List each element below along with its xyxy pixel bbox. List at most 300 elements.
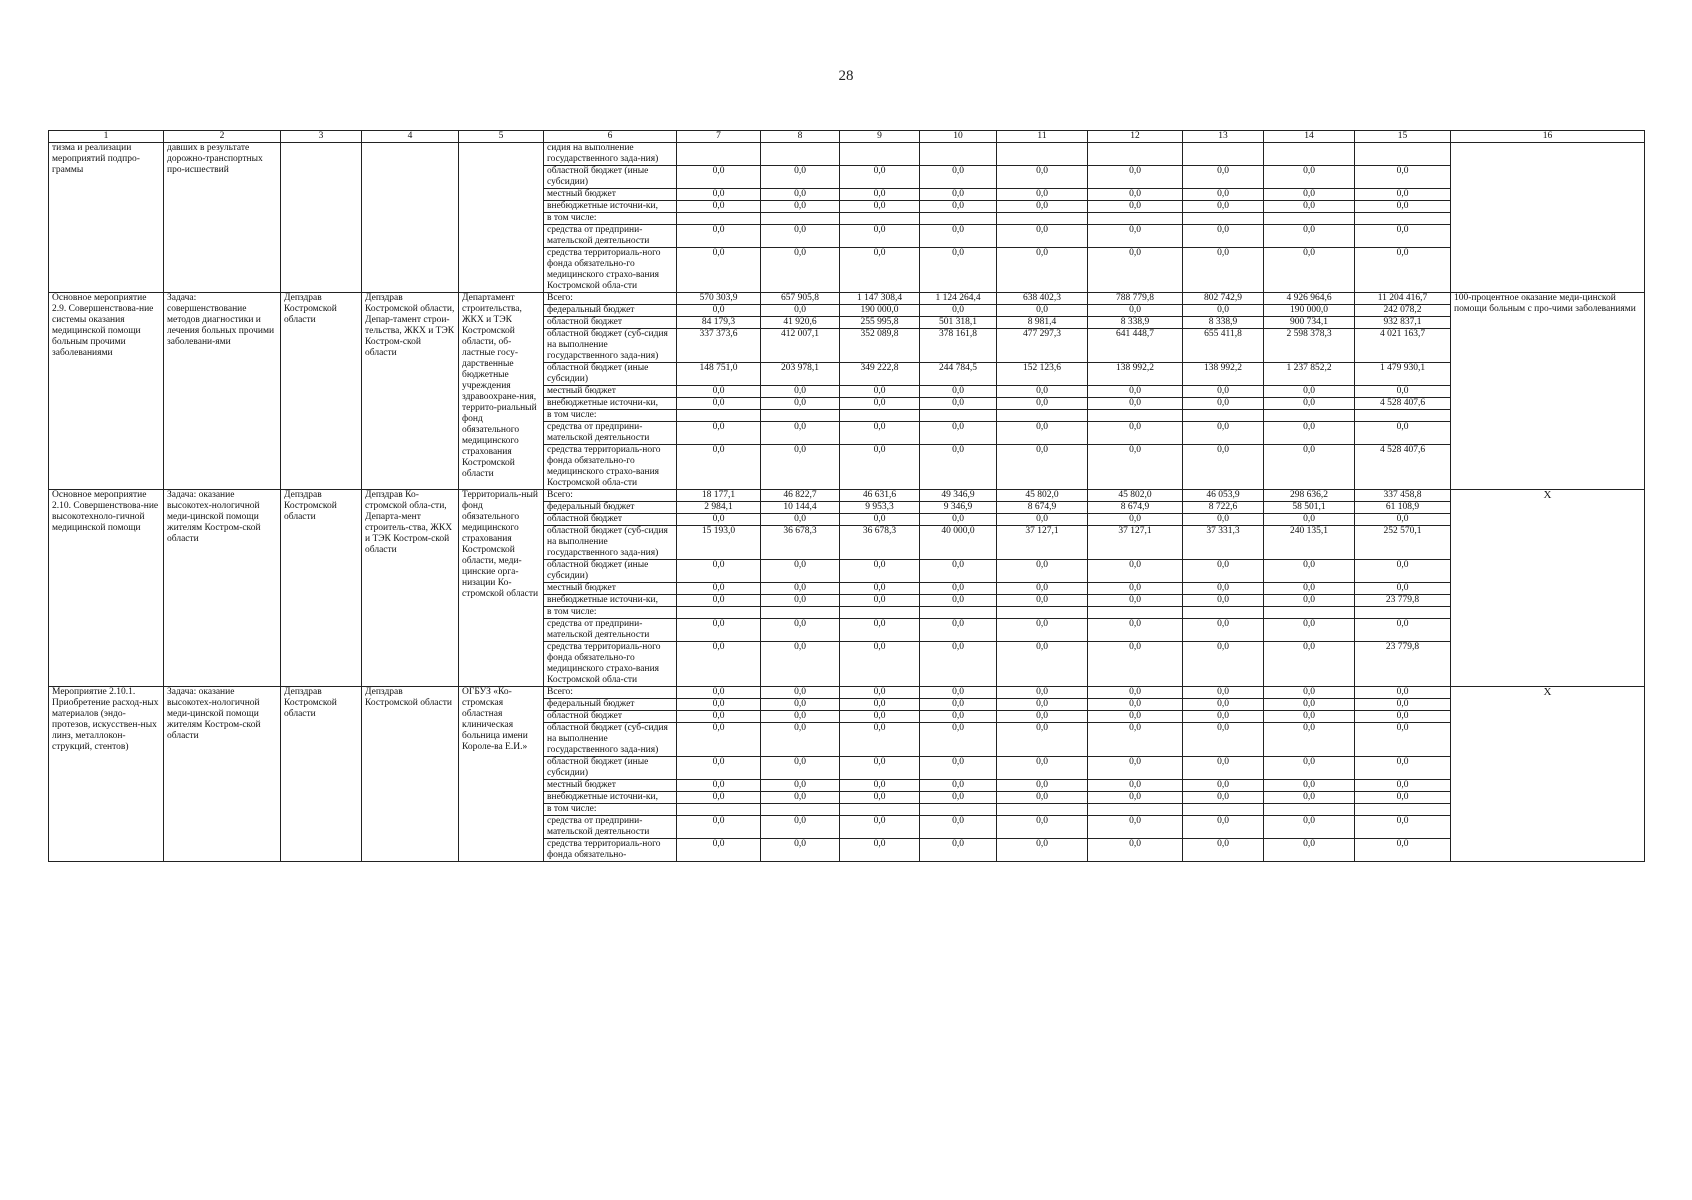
amount-cell-col-13: 0,0 xyxy=(1183,595,1264,607)
amount-cell-col-15: 0,0 xyxy=(1355,514,1451,526)
amount-cell-col-7: 0,0 xyxy=(677,642,761,687)
group-cell-col-1: Основное мероприятие 2.10. Совершенствова-ние высокотехноло-гичной медицинской помощи xyxy=(49,490,164,687)
amount-cell-col-8: 203 978,1 xyxy=(761,363,840,386)
amount-cell-col-12: 0,0 xyxy=(1088,166,1183,189)
funding-source-cell: областной бюджет (иные субсидии) xyxy=(544,560,677,583)
amount-cell-col-14: 0,0 xyxy=(1264,687,1355,699)
amount-cell-col-9 xyxy=(840,607,920,619)
amount-cell-col-9: 0,0 xyxy=(840,225,920,248)
amount-cell-col-13 xyxy=(1183,410,1264,422)
amount-cell-col-15: 0,0 xyxy=(1355,248,1451,293)
amount-cell-col-9: 0,0 xyxy=(840,248,920,293)
amount-cell-col-15: 4 528 407,6 xyxy=(1355,445,1451,490)
amount-cell-col-14 xyxy=(1264,607,1355,619)
amount-cell-col-12: 0,0 xyxy=(1088,839,1183,862)
amount-cell-col-12: 0,0 xyxy=(1088,445,1183,490)
amount-cell-col-10: 0,0 xyxy=(920,225,997,248)
group-cell-col-3: Депздрав Костромской области xyxy=(281,687,362,862)
amount-cell-col-9: 0,0 xyxy=(840,583,920,595)
amount-cell-col-12: 0,0 xyxy=(1088,642,1183,687)
amount-cell-col-10: 40 000,0 xyxy=(920,526,997,560)
group-cell-col-2: Задача: оказание высокотех-нологичной меди-цинской помощи жителям Костром-ской области xyxy=(164,687,281,862)
amount-cell-col-13 xyxy=(1183,607,1264,619)
amount-cell-col-15: 0,0 xyxy=(1355,166,1451,189)
amount-cell-col-13: 0,0 xyxy=(1183,619,1264,642)
amount-cell-col-11 xyxy=(997,607,1088,619)
amount-cell-col-11: 0,0 xyxy=(997,711,1088,723)
amount-cell-col-10: 0,0 xyxy=(920,699,997,711)
amount-cell-col-7: 0,0 xyxy=(677,514,761,526)
amount-cell-col-12: 0,0 xyxy=(1088,757,1183,780)
funding-source-cell: средства территориаль-ного фонда обязательно-го медицинского страхо-вания Костромской обла-сти xyxy=(544,445,677,490)
amount-cell-col-11: 0,0 xyxy=(997,189,1088,201)
table-row xyxy=(49,293,1645,305)
col-header-5: 5 xyxy=(459,131,544,143)
group-cell-col-3 xyxy=(281,143,362,293)
amount-cell-col-13: 0,0 xyxy=(1183,166,1264,189)
amount-cell-col-9: 0,0 xyxy=(840,398,920,410)
amount-cell-col-10: 0,0 xyxy=(920,780,997,792)
amount-cell-col-10: 378 161,8 xyxy=(920,329,997,363)
amount-cell-col-13: 0,0 xyxy=(1183,699,1264,711)
funding-source-cell: Всего: xyxy=(544,490,677,502)
amount-cell-col-15: 242 078,2 xyxy=(1355,305,1451,317)
column-number-row xyxy=(49,131,1645,143)
funding-source-cell: федеральный бюджет xyxy=(544,305,677,317)
amount-cell-col-14: 0,0 xyxy=(1264,514,1355,526)
amount-cell-col-8: 0,0 xyxy=(761,699,840,711)
amount-cell-col-9: 255 995,8 xyxy=(840,317,920,329)
amount-cell-col-13 xyxy=(1183,213,1264,225)
amount-cell-col-13: 0,0 xyxy=(1183,248,1264,293)
amount-cell-col-8: 0,0 xyxy=(761,445,840,490)
amount-cell-col-13: 0,0 xyxy=(1183,422,1264,445)
amount-cell-col-13: 0,0 xyxy=(1183,723,1264,757)
amount-cell-col-8: 10 144,4 xyxy=(761,502,840,514)
amount-cell-col-10: 0,0 xyxy=(920,619,997,642)
col-header-1: 1 xyxy=(49,131,164,143)
funding-source-cell: местный бюджет xyxy=(544,583,677,595)
amount-cell-col-9: 46 631,6 xyxy=(840,490,920,502)
group-cell-col-5 xyxy=(459,143,544,293)
amount-cell-col-11: 0,0 xyxy=(997,595,1088,607)
amount-cell-col-13: 0,0 xyxy=(1183,792,1264,804)
funding-source-cell: в том числе: xyxy=(544,410,677,422)
amount-cell-col-12: 0,0 xyxy=(1088,560,1183,583)
amount-cell-col-10: 0,0 xyxy=(920,711,997,723)
amount-cell-col-8: 657 905,8 xyxy=(761,293,840,305)
amount-cell-col-9: 0,0 xyxy=(840,201,920,213)
amount-cell-col-14: 0,0 xyxy=(1264,166,1355,189)
amount-cell-col-13: 0,0 xyxy=(1183,189,1264,201)
amount-cell-col-15: 4 021 163,7 xyxy=(1355,329,1451,363)
amount-cell-col-14: 0,0 xyxy=(1264,201,1355,213)
amount-cell-col-12: 8 674,9 xyxy=(1088,502,1183,514)
amount-cell-col-15: 0,0 xyxy=(1355,560,1451,583)
group-cell-col-1: тизма и реализации мероприятий подпро-граммы xyxy=(49,143,164,293)
amount-cell-col-7 xyxy=(677,607,761,619)
amount-cell-col-11: 0,0 xyxy=(997,816,1088,839)
table-row xyxy=(49,143,1645,166)
amount-cell-col-15: 23 779,8 xyxy=(1355,642,1451,687)
funding-source-cell: местный бюджет xyxy=(544,386,677,398)
amount-cell-col-13: 0,0 xyxy=(1183,514,1264,526)
amount-cell-col-10: 0,0 xyxy=(920,583,997,595)
amount-cell-col-11: 37 127,1 xyxy=(997,526,1088,560)
amount-cell-col-15: 0,0 xyxy=(1355,757,1451,780)
amount-cell-col-11: 0,0 xyxy=(997,248,1088,293)
amount-cell-col-7: 2 984,1 xyxy=(677,502,761,514)
amount-cell-col-9: 9 953,3 xyxy=(840,502,920,514)
amount-cell-col-15 xyxy=(1355,410,1451,422)
amount-cell-col-14: 1 237 852,2 xyxy=(1264,363,1355,386)
amount-cell-col-14: 190 000,0 xyxy=(1264,305,1355,317)
amount-cell-col-8 xyxy=(761,213,840,225)
funding-source-cell: областной бюджет (суб-сидия на выполнение государственного зада-ния) xyxy=(544,329,677,363)
amount-cell-col-13: 0,0 xyxy=(1183,687,1264,699)
amount-cell-col-12: 0,0 xyxy=(1088,816,1183,839)
amount-cell-col-11: 0,0 xyxy=(997,699,1088,711)
amount-cell-col-14: 0,0 xyxy=(1264,699,1355,711)
amount-cell-col-11: 477 297,3 xyxy=(997,329,1088,363)
amount-cell-col-7: 18 177,1 xyxy=(677,490,761,502)
amount-cell-col-7: 570 303,9 xyxy=(677,293,761,305)
col-header-7: 7 xyxy=(677,131,761,143)
amount-cell-col-15: 0,0 xyxy=(1355,780,1451,792)
funding-source-cell: Всего: xyxy=(544,687,677,699)
amount-cell-col-11: 0,0 xyxy=(997,687,1088,699)
amount-cell-col-7: 0,0 xyxy=(677,305,761,317)
funding-source-cell: Всего: xyxy=(544,293,677,305)
table-body xyxy=(49,143,1645,862)
amount-cell-col-9: 0,0 xyxy=(840,723,920,757)
amount-cell-col-7: 0,0 xyxy=(677,723,761,757)
amount-cell-col-13: 0,0 xyxy=(1183,583,1264,595)
col-header-8: 8 xyxy=(761,131,840,143)
amount-cell-col-15 xyxy=(1355,143,1451,166)
amount-cell-col-13: 0,0 xyxy=(1183,560,1264,583)
amount-cell-col-13: 0,0 xyxy=(1183,642,1264,687)
amount-cell-col-13: 802 742,9 xyxy=(1183,293,1264,305)
funding-source-cell: средства от предприни-мательской деятельности xyxy=(544,619,677,642)
funding-source-cell: областной бюджет (иные субсидии) xyxy=(544,166,677,189)
amount-cell-col-14: 0,0 xyxy=(1264,386,1355,398)
amount-cell-col-8: 36 678,3 xyxy=(761,526,840,560)
amount-cell-col-8 xyxy=(761,410,840,422)
amount-cell-col-13: 655 411,8 xyxy=(1183,329,1264,363)
amount-cell-col-10: 0,0 xyxy=(920,839,997,862)
table-row xyxy=(49,490,1645,502)
amount-cell-col-11: 638 402,3 xyxy=(997,293,1088,305)
amount-cell-col-9: 0,0 xyxy=(840,166,920,189)
funding-source-cell: областной бюджет (иные субсидии) xyxy=(544,363,677,386)
amount-cell-col-9: 0,0 xyxy=(840,757,920,780)
amount-cell-col-10 xyxy=(920,607,997,619)
amount-cell-col-9: 190 000,0 xyxy=(840,305,920,317)
amount-cell-col-8: 0,0 xyxy=(761,422,840,445)
amount-cell-col-10: 0,0 xyxy=(920,723,997,757)
amount-cell-col-12 xyxy=(1088,607,1183,619)
amount-cell-col-12: 0,0 xyxy=(1088,514,1183,526)
amount-cell-col-14: 0,0 xyxy=(1264,642,1355,687)
amount-cell-col-13: 0,0 xyxy=(1183,816,1264,839)
amount-cell-col-12 xyxy=(1088,143,1183,166)
amount-cell-col-14: 900 734,1 xyxy=(1264,317,1355,329)
amount-cell-col-7: 0,0 xyxy=(677,792,761,804)
amount-cell-col-15: 0,0 xyxy=(1355,687,1451,699)
amount-cell-col-9: 352 089,8 xyxy=(840,329,920,363)
amount-cell-col-10: 0,0 xyxy=(920,595,997,607)
amount-cell-col-7: 148 751,0 xyxy=(677,363,761,386)
amount-cell-col-9: 0,0 xyxy=(840,780,920,792)
amount-cell-col-12: 0,0 xyxy=(1088,305,1183,317)
funding-source-cell: средства от предприни-мательской деятельности xyxy=(544,225,677,248)
amount-cell-col-11: 0,0 xyxy=(997,642,1088,687)
funding-source-cell: местный бюджет xyxy=(544,189,677,201)
amount-cell-col-15 xyxy=(1355,213,1451,225)
amount-cell-col-13: 0,0 xyxy=(1183,398,1264,410)
amount-cell-col-12: 0,0 xyxy=(1088,711,1183,723)
group-cell-col-2: Задача: оказание высокотех-нологичной меди-цинской помощи жителям Костром-ской области xyxy=(164,490,281,687)
amount-cell-col-7: 0,0 xyxy=(677,248,761,293)
amount-cell-col-9: 0,0 xyxy=(840,619,920,642)
amount-cell-col-15: 0,0 xyxy=(1355,723,1451,757)
amount-cell-col-9: 0,0 xyxy=(840,386,920,398)
amount-cell-col-9: 0,0 xyxy=(840,792,920,804)
amount-cell-col-8: 0,0 xyxy=(761,839,840,862)
amount-cell-col-12: 138 992,2 xyxy=(1088,363,1183,386)
amount-cell-col-8: 0,0 xyxy=(761,514,840,526)
amount-cell-col-15: 0,0 xyxy=(1355,386,1451,398)
funding-source-cell: местный бюджет xyxy=(544,780,677,792)
amount-cell-col-8: 0,0 xyxy=(761,792,840,804)
amount-cell-col-7 xyxy=(677,213,761,225)
amount-cell-col-7: 0,0 xyxy=(677,839,761,862)
amount-cell-col-12: 0,0 xyxy=(1088,792,1183,804)
amount-cell-col-8: 0,0 xyxy=(761,225,840,248)
funding-source-cell: средства территориаль-ного фонда обязательно-го медицинского страхо-вания Костромской обла-сти xyxy=(544,248,677,293)
amount-cell-col-15: 1 479 930,1 xyxy=(1355,363,1451,386)
amount-cell-col-10: 0,0 xyxy=(920,757,997,780)
group-cell-col-3: Депздрав Костромской области xyxy=(281,293,362,490)
group-cell-col-1: Основное мероприятие 2.9. Совершенствова-ние системы оказания медицинской помощи больным прочими заболеваниями xyxy=(49,293,164,490)
amount-cell-col-12: 0,0 xyxy=(1088,248,1183,293)
amount-cell-col-9: 0,0 xyxy=(840,839,920,862)
amount-cell-col-13: 37 331,3 xyxy=(1183,526,1264,560)
amount-cell-col-12: 0,0 xyxy=(1088,595,1183,607)
amount-cell-col-8 xyxy=(761,143,840,166)
amount-cell-col-11: 0,0 xyxy=(997,166,1088,189)
expected-result-cell: 100-процентное оказание меди-цинской помощи больным с про-чими заболеваниями xyxy=(1451,293,1645,490)
amount-cell-col-13: 8 338,9 xyxy=(1183,317,1264,329)
amount-cell-col-15: 0,0 xyxy=(1355,699,1451,711)
amount-cell-col-11 xyxy=(997,410,1088,422)
amount-cell-col-11: 0,0 xyxy=(997,445,1088,490)
funding-source-cell: федеральный бюджет xyxy=(544,699,677,711)
col-header-13: 13 xyxy=(1183,131,1264,143)
amount-cell-col-14: 0,0 xyxy=(1264,583,1355,595)
amount-cell-col-7: 0,0 xyxy=(677,595,761,607)
amount-cell-col-13: 0,0 xyxy=(1183,386,1264,398)
amount-cell-col-9: 0,0 xyxy=(840,560,920,583)
amount-cell-col-11: 8 674,9 xyxy=(997,502,1088,514)
amount-cell-col-7: 0,0 xyxy=(677,398,761,410)
amount-cell-col-10 xyxy=(920,804,997,816)
group-cell-col-4: Депздрав Костромской области, Депар-тамент строи-тельства, ЖКХ и ТЭК Костром-ской области xyxy=(362,293,459,490)
amount-cell-col-12: 0,0 xyxy=(1088,723,1183,757)
amount-cell-col-7 xyxy=(677,143,761,166)
amount-cell-col-10: 9 346,9 xyxy=(920,502,997,514)
amount-cell-col-11: 0,0 xyxy=(997,839,1088,862)
amount-cell-col-10: 0,0 xyxy=(920,687,997,699)
amount-cell-col-7: 0,0 xyxy=(677,225,761,248)
amount-cell-col-15: 0,0 xyxy=(1355,792,1451,804)
amount-cell-col-7: 0,0 xyxy=(677,422,761,445)
amount-cell-col-15: 61 108,9 xyxy=(1355,502,1451,514)
amount-cell-col-10: 501 318,1 xyxy=(920,317,997,329)
amount-cell-col-10: 0,0 xyxy=(920,642,997,687)
funding-source-cell: сидия на выполнение государственного зада-ния) xyxy=(544,143,677,166)
amount-cell-col-9 xyxy=(840,804,920,816)
amount-cell-col-8: 0,0 xyxy=(761,780,840,792)
amount-cell-col-11: 0,0 xyxy=(997,514,1088,526)
amount-cell-col-15: 0,0 xyxy=(1355,189,1451,201)
amount-cell-col-7: 0,0 xyxy=(677,445,761,490)
amount-cell-col-14: 0,0 xyxy=(1264,619,1355,642)
amount-cell-col-12: 8 338,9 xyxy=(1088,317,1183,329)
amount-cell-col-15: 0,0 xyxy=(1355,201,1451,213)
amount-cell-col-11: 0,0 xyxy=(997,619,1088,642)
amount-cell-col-7: 0,0 xyxy=(677,711,761,723)
amount-cell-col-8: 0,0 xyxy=(761,386,840,398)
col-header-16: 16 xyxy=(1451,131,1645,143)
amount-cell-col-11: 0,0 xyxy=(997,757,1088,780)
amount-cell-col-13: 8 722,6 xyxy=(1183,502,1264,514)
amount-cell-col-14: 0,0 xyxy=(1264,445,1355,490)
amount-cell-col-7: 337 373,6 xyxy=(677,329,761,363)
amount-cell-col-11: 0,0 xyxy=(997,398,1088,410)
amount-cell-col-14: 0,0 xyxy=(1264,780,1355,792)
amount-cell-col-8: 0,0 xyxy=(761,248,840,293)
amount-cell-col-13: 138 992,2 xyxy=(1183,363,1264,386)
amount-cell-col-15 xyxy=(1355,804,1451,816)
funding-source-cell: средства от предприни-мательской деятельности xyxy=(544,816,677,839)
funding-source-cell: средства от предприни-мательской деятельности xyxy=(544,422,677,445)
amount-cell-col-7: 84 179,3 xyxy=(677,317,761,329)
amount-cell-col-11 xyxy=(997,213,1088,225)
amount-cell-col-14: 0,0 xyxy=(1264,189,1355,201)
amount-cell-col-7: 0,0 xyxy=(677,816,761,839)
col-header-15: 15 xyxy=(1355,131,1451,143)
amount-cell-col-9 xyxy=(840,213,920,225)
amount-cell-col-7: 0,0 xyxy=(677,560,761,583)
amount-cell-col-8: 0,0 xyxy=(761,398,840,410)
amount-cell-col-12: 0,0 xyxy=(1088,189,1183,201)
amount-cell-col-11: 45 802,0 xyxy=(997,490,1088,502)
group-cell-col-4 xyxy=(362,143,459,293)
amount-cell-col-10: 0,0 xyxy=(920,792,997,804)
amount-cell-col-15: 0,0 xyxy=(1355,225,1451,248)
amount-cell-col-10 xyxy=(920,410,997,422)
amount-cell-col-14 xyxy=(1264,213,1355,225)
amount-cell-col-14: 298 636,2 xyxy=(1264,490,1355,502)
amount-cell-col-9 xyxy=(840,410,920,422)
amount-cell-col-15 xyxy=(1355,607,1451,619)
funding-source-cell: областной бюджет (иные субсидии) xyxy=(544,757,677,780)
table-row xyxy=(49,687,1645,699)
amount-cell-col-7 xyxy=(677,410,761,422)
amount-cell-col-14: 58 501,1 xyxy=(1264,502,1355,514)
amount-cell-col-15: 11 204 416,7 xyxy=(1355,293,1451,305)
amount-cell-col-9: 1 147 308,4 xyxy=(840,293,920,305)
expected-result-cell: X xyxy=(1451,490,1645,687)
amount-cell-col-8: 0,0 xyxy=(761,595,840,607)
amount-cell-col-10: 0,0 xyxy=(920,560,997,583)
amount-cell-col-8: 0,0 xyxy=(761,201,840,213)
amount-cell-col-15: 252 570,1 xyxy=(1355,526,1451,560)
amount-cell-col-12: 45 802,0 xyxy=(1088,490,1183,502)
group-cell-col-5: ОГБУЗ «Ко-стромская областная клиническая больница имени Короле-ва Е.И.» xyxy=(459,687,544,862)
amount-cell-col-8: 0,0 xyxy=(761,687,840,699)
amount-cell-col-7 xyxy=(677,804,761,816)
funding-source-cell: областной бюджет xyxy=(544,317,677,329)
amount-cell-col-15: 0,0 xyxy=(1355,816,1451,839)
amount-cell-col-7: 0,0 xyxy=(677,619,761,642)
group-cell-col-5: Департамент строительства, ЖКХ и ТЭК Костромской области, об-ластные госу-дарственные бюджетные учреждения здравоохране-ния, террито-риальный фонд обязательного медицинского страхования Костромской области xyxy=(459,293,544,490)
funding-source-cell: областной бюджет xyxy=(544,711,677,723)
amount-cell-col-12: 0,0 xyxy=(1088,780,1183,792)
amount-cell-col-14: 0,0 xyxy=(1264,595,1355,607)
amount-cell-col-10: 0,0 xyxy=(920,201,997,213)
amount-cell-col-9: 0,0 xyxy=(840,445,920,490)
amount-cell-col-14: 0,0 xyxy=(1264,422,1355,445)
amount-cell-col-14 xyxy=(1264,410,1355,422)
amount-cell-col-8: 0,0 xyxy=(761,816,840,839)
col-header-12: 12 xyxy=(1088,131,1183,143)
amount-cell-col-10: 0,0 xyxy=(920,166,997,189)
amount-cell-col-8: 0,0 xyxy=(761,560,840,583)
amount-cell-col-14: 0,0 xyxy=(1264,792,1355,804)
amount-cell-col-10: 49 346,9 xyxy=(920,490,997,502)
amount-cell-col-14: 0,0 xyxy=(1264,225,1355,248)
amount-cell-col-7: 0,0 xyxy=(677,780,761,792)
funding-source-cell: внебюджетные источни-ки, xyxy=(544,595,677,607)
amount-cell-col-15: 0,0 xyxy=(1355,839,1451,862)
group-cell-col-2: давших в результате дорожно-транспортных про-исшествий xyxy=(164,143,281,293)
col-header-2: 2 xyxy=(164,131,281,143)
group-cell-col-1: Мероприятие 2.10.1. Приобретение расход-ных материалов (эндо-протезов, искусствен-ных линз, металлокон-струкций, стентов) xyxy=(49,687,164,862)
amount-cell-col-14: 0,0 xyxy=(1264,560,1355,583)
amount-cell-col-12: 0,0 xyxy=(1088,201,1183,213)
amount-cell-col-15: 0,0 xyxy=(1355,583,1451,595)
amount-cell-col-9: 0,0 xyxy=(840,687,920,699)
amount-cell-col-13 xyxy=(1183,143,1264,166)
funding-source-cell: в том числе: xyxy=(544,213,677,225)
amount-cell-col-11: 0,0 xyxy=(997,201,1088,213)
amount-cell-col-9: 0,0 xyxy=(840,699,920,711)
col-header-9: 9 xyxy=(840,131,920,143)
amount-cell-col-15: 337 458,8 xyxy=(1355,490,1451,502)
amount-cell-col-7: 0,0 xyxy=(677,687,761,699)
amount-cell-col-12: 0,0 xyxy=(1088,687,1183,699)
amount-cell-col-11: 0,0 xyxy=(997,305,1088,317)
amount-cell-col-8: 0,0 xyxy=(761,166,840,189)
amount-cell-col-14: 4 926 964,6 xyxy=(1264,293,1355,305)
amount-cell-col-11: 0,0 xyxy=(997,583,1088,595)
amount-cell-col-8 xyxy=(761,607,840,619)
amount-cell-col-12: 641 448,7 xyxy=(1088,329,1183,363)
amount-cell-col-11: 152 123,6 xyxy=(997,363,1088,386)
